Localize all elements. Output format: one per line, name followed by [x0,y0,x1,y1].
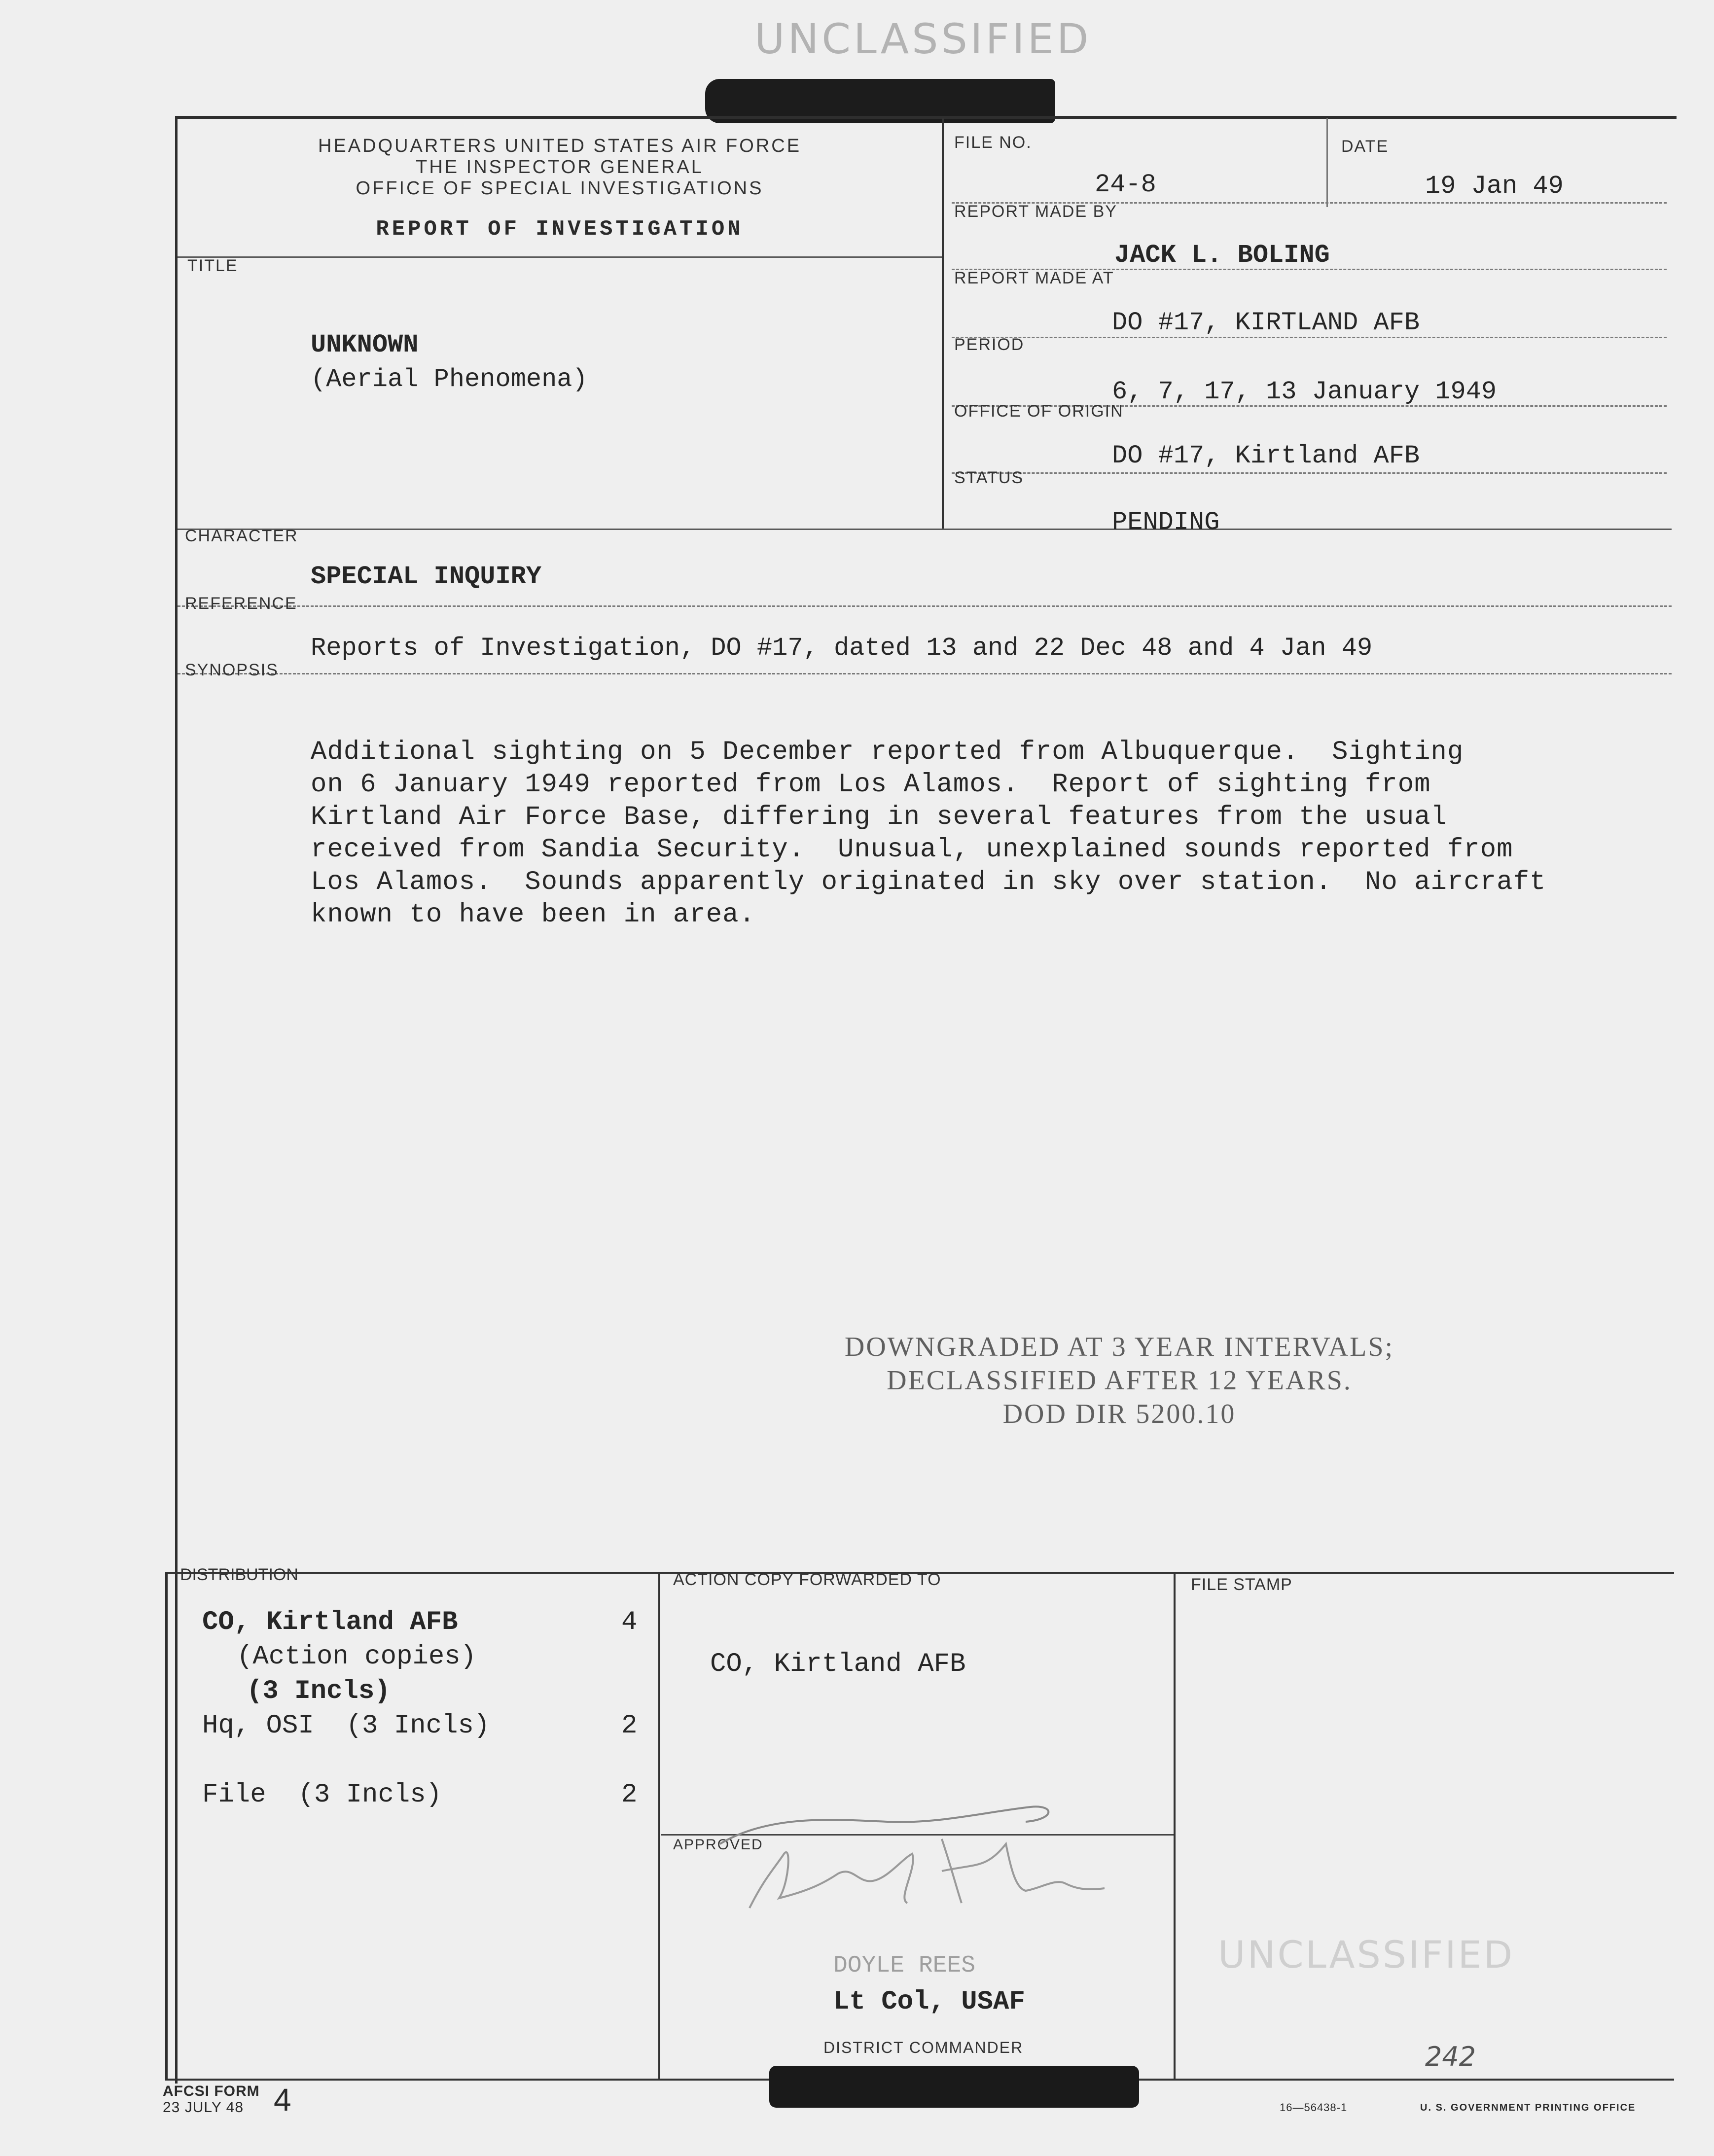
date-label: DATE [1341,137,1389,156]
distribution-entry-1-line-2: (Action copies) [237,1642,477,1672]
period-value: 6, 7, 17, 13 January 1949 [1112,377,1497,406]
title-label: TITLE [187,256,238,275]
office-of-origin-value: DO #17, Kirtland AFB [1112,441,1420,470]
synopsis-block [311,737,1546,932]
reference-value: Reports of Investigation, DO #17, dated 13 and 22 Dec 48 and 4 Jan 49 [311,634,1373,663]
approved-label: APPROVED [673,1837,763,1853]
status-value: PENDING [1112,508,1220,537]
approver-rank: Lt Col, USAF [833,1987,1025,2017]
distribution-entry-2-line-1: Hq, OSI (3 Incls) [202,1711,490,1741]
classification-stamp-top: UNCLASSIFIED [754,15,1092,63]
approver-name: DOYLE REES [833,1952,976,1979]
file-no-label: FILE NO. [954,133,1032,152]
title-line-1: UNKNOWN [311,330,419,359]
synopsis-line: Additional sighting on 5 December reported from Albuquerque. Sighting [311,737,1464,767]
synopsis-line: on 6 January 1949 reported from Los Alamos. Report of sighting from [311,770,1431,800]
header-line-2: THE INSPECTOR GENERAL [416,157,704,177]
report-made-by-value: JACK L. BOLING [1114,241,1330,270]
report-made-by-label: REPORT MADE BY [954,202,1117,221]
status-label: STATUS [954,468,1024,487]
distribution-entry-1-count: 4 [621,1607,638,1637]
synopsis-label: SYNOPSIS [185,661,279,679]
period-label: PERIOD [954,335,1025,354]
distribution-divider [658,1573,660,2081]
distribution-entry-1-line-3: (3 Incls) [247,1676,391,1706]
date-divider-vertical [1326,118,1328,207]
approver-title: DISTRICT COMMANDER [823,2039,1024,2056]
distribution-entry-2-count: 2 [621,1711,638,1741]
distribution-entry-1-line-1: CO, Kirtland AFB [202,1607,458,1637]
print-code: 16—56438-1 [1280,2101,1348,2114]
signature-image [710,1785,1114,1913]
header-divider-vertical [942,118,944,530]
office-of-origin-rule [952,472,1667,474]
report-title: REPORT OF INVESTIGATION [376,217,744,242]
downgrade-stamp-line-2: DECLASSIFIED AFTER 12 YEARS. [887,1365,1352,1396]
reference-rule [178,673,1672,674]
action-copy-label: ACTION COPY FORWARDED TO [673,1570,941,1589]
synopsis-line: received from Sandia Security. Unusual, unexplained sounds reported from [311,835,1513,865]
synopsis-line: Kirtland Air Force Base, differing in several features from the usual [311,802,1447,832]
title-line-2: (Aerial Phenomena) [311,365,588,394]
file-stamp-label: FILE STAMP [1191,1575,1292,1594]
character-value: SPECIAL INQUIRY [311,562,542,591]
file-stamp-number: 242 [1425,2041,1476,2072]
action-copy-value: CO, Kirtland AFB [710,1649,966,1679]
action-divider [1174,1573,1176,2081]
file-no-value: 24-8 [1095,170,1156,199]
form-id-line-1: AFCSI FORM [163,2083,260,2099]
report-made-at-label: REPORT MADE AT [954,269,1114,287]
header-line-1: HEADQUARTERS UNITED STATES AIR FORCE [318,136,802,156]
report-made-at-value: DO #17, KIRTLAND AFB [1112,308,1420,337]
distribution-entry-3-line-1: File (3 Incls) [202,1780,442,1810]
report-made-at-rule [952,337,1667,338]
synopsis-line: known to have been in area. [311,900,755,930]
character-top-rule [178,529,1672,530]
form-id-line-2: 23 JULY 48 [163,2099,244,2116]
header-line-3: OFFICE OF SPECIAL INVESTIGATIONS [356,178,764,199]
character-label: CHARACTER [185,527,298,545]
reference-label: REFERENCE [185,594,297,613]
downgrade-stamp-line-1: DOWNGRADED AT 3 YEAR INTERVALS; [844,1332,1394,1362]
title-top-rule [178,256,942,258]
office-of-origin-label: OFFICE OF ORIGIN [954,402,1124,421]
distribution-entry-3-count: 2 [621,1780,638,1810]
form-number: 4 [274,2082,291,2118]
character-rule [178,605,1672,607]
distribution-label: DISTRIBUTION [180,1565,298,1584]
downgrade-stamp-line-3: DOD DIR 5200.10 [1002,1399,1236,1429]
date-value: 19 Jan 49 [1425,172,1564,201]
printer-name: U. S. GOVERNMENT PRINTING OFFICE [1420,2102,1636,2113]
synopsis-line: Los Alamos. Sounds apparently originated in sky over station. No aircraft [311,867,1546,897]
classification-stamp-bottom: UNCLASSIFIED [1218,1933,1515,1977]
redaction-bar-bottom [769,2066,1139,2108]
